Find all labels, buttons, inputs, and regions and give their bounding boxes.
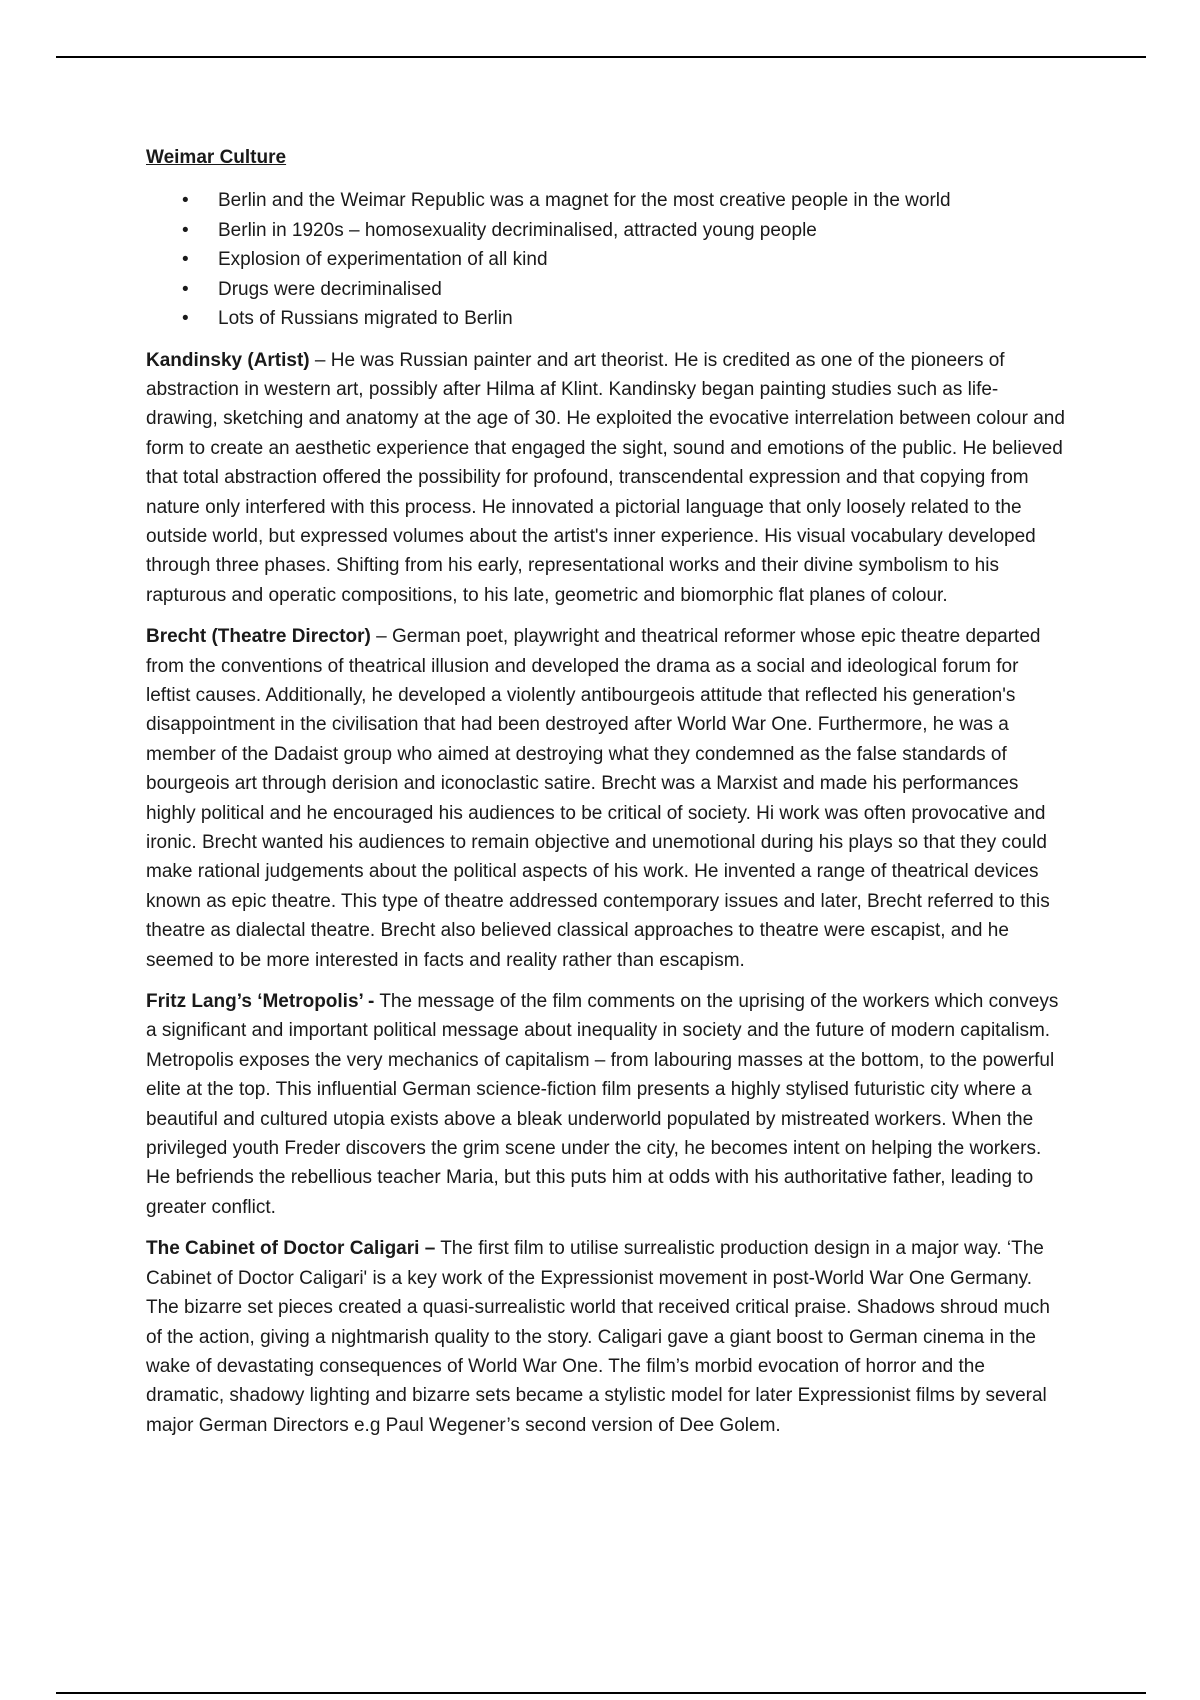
list-item: • Drugs were decriminalised: [218, 275, 1066, 305]
section-heading: Fritz Lang’s ‘Metropolis’ -: [146, 991, 375, 1013]
bullet-list: [146, 186, 1066, 334]
section-heading: Kandinsky (Artist): [146, 349, 310, 371]
section-metropolis: [146, 987, 1066, 1222]
list-item: • Berlin in 1920s – homosexuality decriminalised, attracted young people: [218, 216, 1066, 246]
section-body: The message of the film comments on the uprising of the workers which conveys a significant and important political message about inequality in society and the future of modern capitalism. Metropolis exposes the very mechanics of capitalism – from labouring masses at the bottom, to the powerful elite at the top. This influential German science-fiction film presents a highly stylised futuristic city where a beautiful and cultured utopia exists above a bleak underworld populated by mistreated workers. When the privileged youth Freder discovers the grim scene under the city, he becomes intent on helping the workers. He befriends the rebellious teacher Maria, but this puts him at odds with his authoritative father, leading to greater conflict.: [146, 991, 1059, 1218]
list-item: • Berlin and the Weimar Republic was a magnet for the most creative people in the world: [218, 186, 1066, 216]
top-rule: [56, 56, 1146, 58]
section-brecht: [146, 622, 1066, 975]
bottom-rule: [56, 1692, 1146, 1694]
section-heading: Brecht (Theatre Director): [146, 626, 371, 648]
section-body: German poet, playwright and theatrical reformer whose epic theatre departed from the conventions of theatrical illusion and developed the drama as a social and ideological forum for leftist causes. Additionally, he developed a violently antibourgeois attitude that reflected his generation's disappointment in the civilisation that had been destroyed after World War One. Furthermore, he was a member of the Dadaist group who aimed at destroying what they condemned as the false standards of bourgeois art through derision and iconoclastic satire. Brecht was a Marxist and made his performances highly political and he encouraged his audiences to be critical of society. Hi work was often provocative and ironic. Brecht wanted his audiences to remain objective and unemotional during his plays so that they could make rational judgements about the political aspects of his work. He invented a range of theatrical devices known as epic theatre. This type of theatre addressed contemporary issues and later, Brecht referred to this theatre as dialectal theatre. Brecht also believed classical approaches to theatre were escapist, and he seemed to be more interested in facts and reality rather than escapism.: [146, 626, 1050, 971]
document-body: [146, 144, 1066, 1452]
section-caligari: [146, 1234, 1066, 1440]
section-body: The first film to utilise surrealistic production design in a major way. ‘The Cabinet of Doctor Caligari' is a key work of the Expressionist movement in post-World War One Germany. The bizarre set pieces created a quasi-surrealistic world that received critical praise. Shadows shroud much of the action, giving a nightmarish quality to the story. Caligari gave a giant boost to German cinema in the wake of devastating consequences of World War One. The film’s morbid evocation of horror and the dramatic, shadowy lighting and bizarre sets became a stylistic model for later Expressionist films by several major German Directors e.g Paul Wegener’s second version of Dee Golem.: [146, 1238, 1050, 1436]
section-separator: –: [370, 626, 393, 648]
document-title: Weimar Culture: [146, 147, 287, 168]
section-kandinsky: [146, 346, 1066, 611]
list-item: • Explosion of experimentation of all kind: [218, 245, 1066, 275]
list-item: • Lots of Russians migrated to Berlin: [218, 304, 1066, 334]
section-separator: –: [309, 349, 331, 371]
section-heading: The Cabinet of Doctor Caligari –: [146, 1238, 436, 1260]
section-body: He was Russian painter and art theorist. He is credited as one of the pioneers of abstraction in western art, possibly after Hilma af Klint. Kandinsky began painting studies such as life-drawing, sketching and anatomy at the age of 30. He exploited the evocative interrelation between colour and form to create an aesthetic experience that engaged the sight, sound and emotions of the public. He believed that total abstraction offered the possibility for profound, transcendental expression and that copying from nature only interfered with this process. He innovated a pictorial language that only loosely related to the outside world, but expressed volumes about the artist's inner experience. His visual vocabulary developed through three phases. Shifting from his early, representational works and their divine symbolism to his rapturous and operatic compositions, to his late, geometric and biomorphic flat planes of colour.: [146, 349, 1065, 606]
